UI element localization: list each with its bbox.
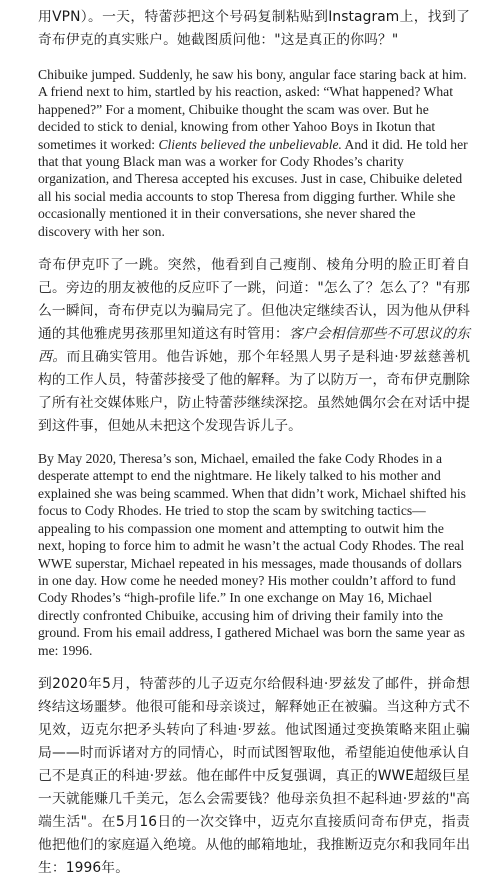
paragraph-zh-chibuike-jumped	[38, 254, 470, 438]
paragraph-en-chibuike-jumped	[38, 66, 470, 240]
paragraph-text: 奇布伊克吓了一跳。突然，他看到自己瘦削、棱角分明的脸正盯着自己。旁边的朋友被他的反应吓了一跳，问道："怎么了？怎么了？"有那么一瞬间，奇布伊克以为骗局完了。但他决定继续否认，因为他从伊科通的其他雅虎男孩那里知道这有时管用：	[38, 257, 470, 343]
paragraph-en-may-2020	[38, 450, 470, 659]
paragraph-italic-text: Clients believed the unbelievable.	[158, 136, 342, 152]
paragraph-zh-continuation	[38, 6, 470, 52]
paragraph-text: 到2020年5月，特蕾莎的儿子迈克尔给假科迪·罗兹发了邮件，拼命想终结这场噩梦。他很可能和母亲谈过，解释她正在被骗。当这种方式不见效，迈克尔把矛头转向了科迪·罗兹。他试图通过变换策略来阻止骗局——时而诉诸对方的同情心，时而试图智取他，希望能迫使他承认自己不是真正的科迪·罗兹。他在邮件中反复强调，真正的WWE超级巨星一天就能赚几千美元，怎么会需要钱？他母亲负担不起科迪·罗兹的"高端生活"。在5月16日的一次交锋中，迈克尔直接质问奇布伊克，指责他把他们的家庭逼入绝境。从他的邮箱地址，我推断迈克尔和我同年出生：1996年。	[38, 675, 470, 876]
paragraph-zh-may-2020	[38, 673, 470, 880]
paragraph-italic-text: 客户会相信那些不可思议的东西。	[38, 326, 470, 366]
paragraph-text: By May 2020, Theresa’s son, Michael, emailed the fake Cody Rhodes in a desperate attempt to end the nightmare. He likely talked to his mother and explained she was being scammed. When that didn’t work, Michael shifted his focus to Cody Rhodes. He tried to stop the scam by switching tactics—appealing to his compassion one moment and attempting to outwit him the next, hoping to force him to admit he wasn’t the actual Cody Rhodes. The real WWE superstar, Michael repeated in his messages, made thousands of dollars in one day. How come he needed money? His mother couldn’t afford to fund Cody Rhodes’s “high-profile life.” In one exchange on May 16, Michael directly confronted Chibuike, accusing him of driving their family into the ground. From his email address, I gathered Michael was born the same year as me: 1996.	[38, 451, 466, 658]
paragraph-text: 而且确实管用。他告诉她，那个年轻黑人男子是科迪·罗兹慈善机构的工作人员，特蕾莎接受了他的解释。为了以防万一，奇布伊克删除了所有社交媒体账户，防止特蕾莎继续深挖。虽然她偶尔会在对话中提到这件事，但她从未把这个发现告诉儿子。	[38, 349, 470, 435]
article-page	[38, 6, 470, 880]
paragraph-text: Chibuike jumped. Suddenly, he saw his bony, angular face staring back at him. A friend next to him, startled by his reaction, asked: “What happened? What happened?” For a moment, Chibuike thought the scam was over. But he decided to stick to denial, knowing from other Yahoo Boys in Ikotun that sometimes it worked:	[38, 67, 467, 152]
paragraph-text: 用VPN）。一天，特蕾莎把这个号码复制粘贴到Instagram上，找到了奇布伊克的真实账户。她截图质问他："这是真正的你吗？"	[38, 9, 470, 48]
paragraph-text: And it did. He told her that that young Black man was a worker for Cody Rhodes’s charity organization, and Theresa accepted his excuses. Just in case, Chibuike deleted all his social media accounts to stop Theresa from digging further. While she occasionally mentioned it in their conversations, she never shared the discovery with her son.	[38, 136, 468, 239]
